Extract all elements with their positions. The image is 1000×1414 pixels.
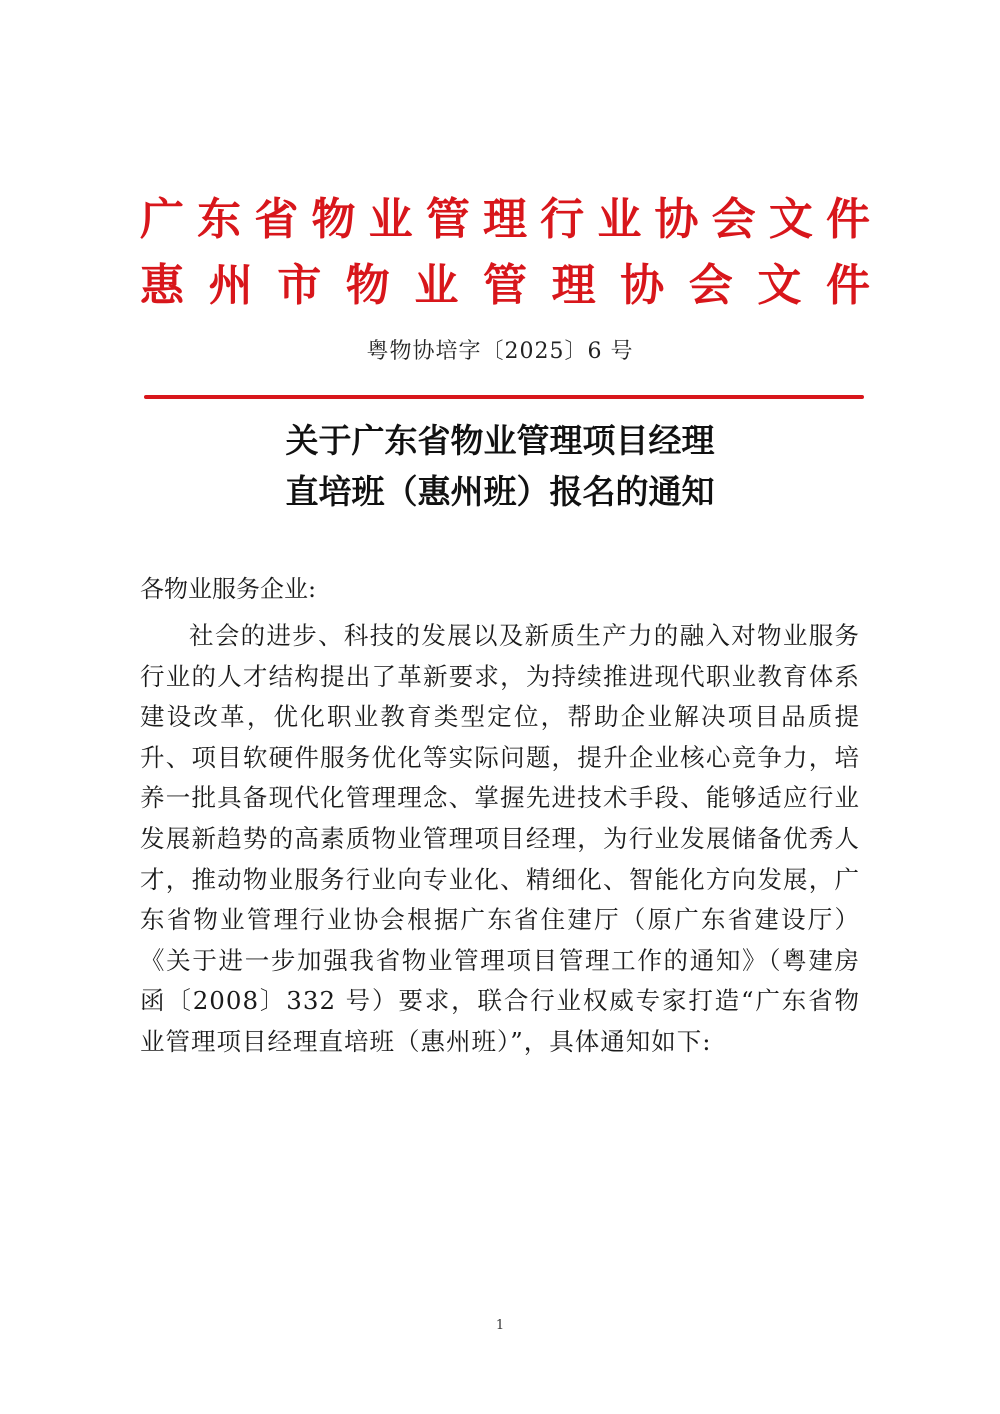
issuer-header-guangdong: 广东省物业管理行业协会文件 [140, 194, 870, 245]
salutation: 各物业服务企业: [140, 575, 317, 603]
notice-title-line-2: 直培班（惠州班）报名的通知 [285, 472, 715, 511]
issuer-header-huizhou: 惠州市物业管理协会文件 [140, 260, 870, 311]
page-number: 1 [495, 1318, 505, 1333]
document-number: 粤物协培字〔2025〕6 号 [366, 339, 634, 364]
red-divider-line [144, 395, 864, 399]
body-paragraph: 社会的进步、科技的发展以及新质生产力的融入对物业服务行业的人才结构提出了革新要求，为持续推进现代职业教育体系建设改革，优化职业教育类型定位，帮助企业解决项目品质提升、项目软硬件服务优化等实际问题，提升企业核心竞争力，培养一批具备现代化管理理念、掌握先进技术手段、能够适应行业发展新趋势的高素质物业管理项目经理，为行业发展储备优秀人才，推动物业服务行业向专业化、精细化、智能化方向发展，广东省物业管理行业协会根据广东省住建厅（原广东省建设厅）《关于进一步加强我省物业管理项目管理工作的通知》（粤建房函〔2008〕332 号）要求，联合行业权威专家打造“广东省物业管理项目经理直培班（惠州班）”，具体通知如下: [140, 621, 860, 1056]
notice-title-line-1: 关于广东省物业管理项目经理 [285, 421, 715, 460]
